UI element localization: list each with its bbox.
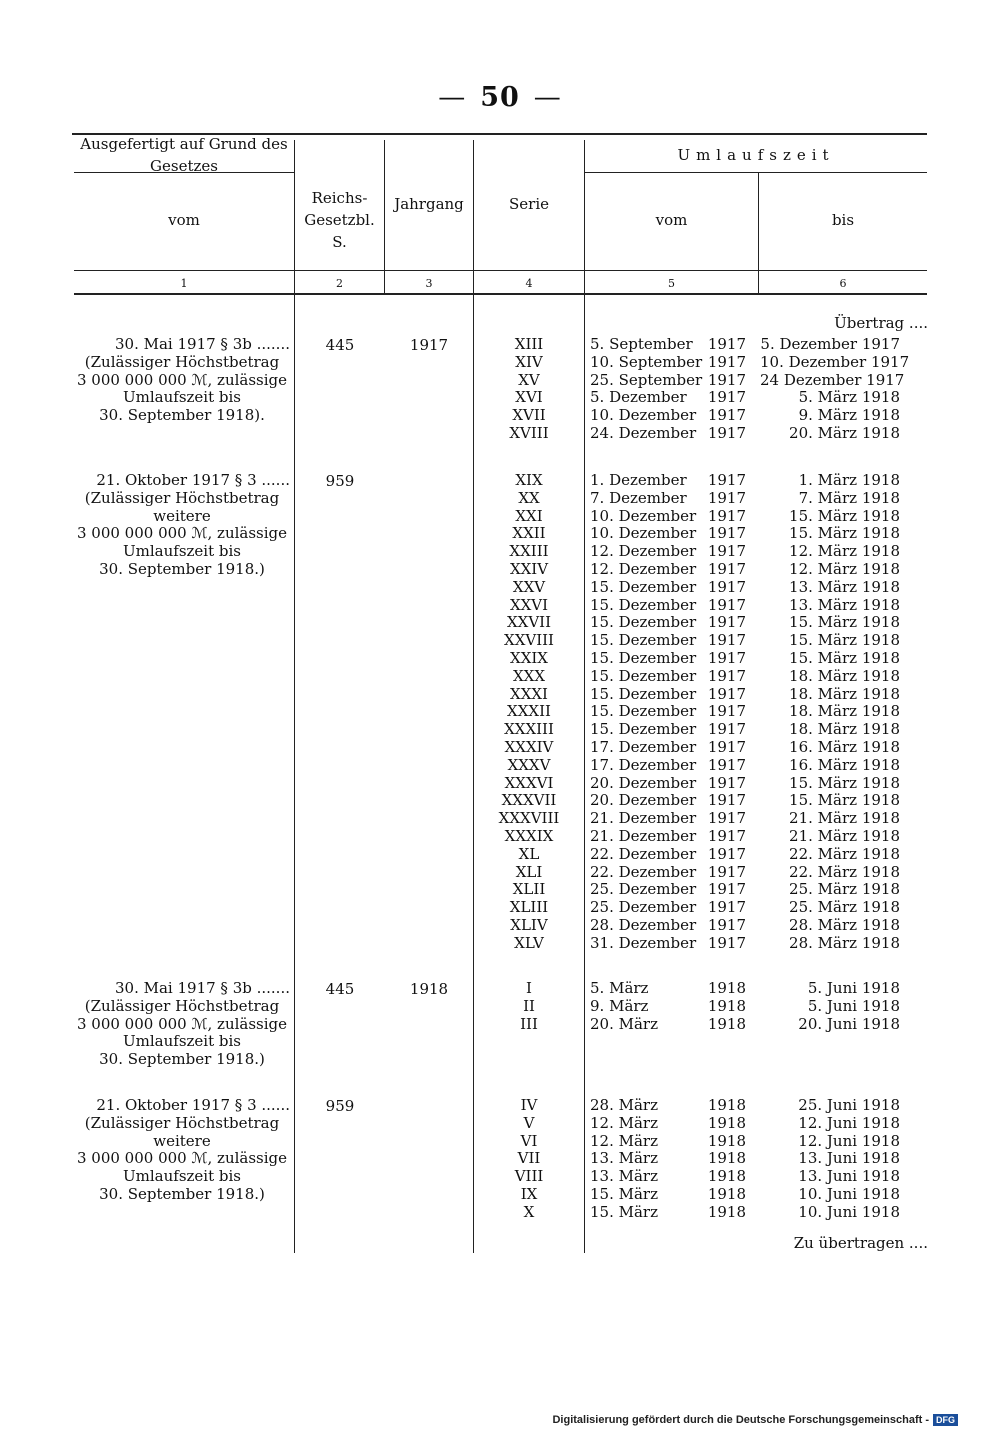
serie-cell: XXII <box>512 524 546 543</box>
umlauf-bis-cell: 5. Juni 1918 <box>807 996 900 1015</box>
umlauf-bis-cell: 5. Dezember 1917 <box>760 335 900 353</box>
umlauf-vom-cell <box>590 425 746 443</box>
law-reference-line: 3 000 000 000 ℳ, zulässige <box>76 524 288 543</box>
umlauf-vom-date: 28. März <box>590 1096 658 1114</box>
serie-column <box>474 336 584 443</box>
serie-cell: IX <box>520 1184 538 1203</box>
umlauf-bis-cell: 13. Juni 1918 <box>798 1167 900 1186</box>
serie-cell: XIII <box>514 335 544 353</box>
dfg-logo: DFG <box>933 1414 958 1426</box>
umlauf-vom-cell <box>590 686 746 704</box>
serie-cell: XXXVI <box>504 773 554 792</box>
umlauf-vom-date: 5. Dezember <box>590 388 687 407</box>
serie-cell: VIII <box>514 1167 544 1186</box>
header-umlauf-bis <box>759 172 927 270</box>
umlauf-bis-cell: 18. März 1918 <box>789 702 900 721</box>
umlauf-vom-date: 10. Dezember <box>590 524 697 543</box>
umlauf-vom-cell <box>590 792 746 810</box>
umlauf-bis-cell: 7. März 1918 <box>798 488 900 507</box>
law-reference-line: 30. September 1918.) <box>99 1050 265 1069</box>
serie-cell: XX <box>518 488 540 507</box>
umlauf-vom-date: 22. Dezember <box>590 862 697 881</box>
umlauf-vom-date: 7. Dezember <box>590 488 687 507</box>
col-number-6: 6 <box>839 277 847 290</box>
umlauf-vom-cell <box>590 1097 746 1115</box>
umlauf-vom-date: 22. Dezember <box>590 844 697 863</box>
umlauf-bis-cell: 13. März 1918 <box>789 577 900 596</box>
serie-cell: XLV <box>514 933 544 952</box>
header-serie <box>474 140 584 270</box>
umlauf-bis-cell: 24 Dezember 1917 <box>760 370 905 389</box>
umlauf-vom-date: 21. Dezember <box>590 826 697 845</box>
umlauf-vom-year: 1917 <box>707 406 746 425</box>
umlauf-bis-cell: 25. Juni 1918 <box>798 1096 900 1114</box>
umlauf-bis-cell: 21. März 1918 <box>789 826 900 845</box>
serie-cell: XXX <box>512 666 546 685</box>
umlauf-vom-year: 1918 <box>707 1096 746 1114</box>
umlauf-vom-cell <box>590 336 746 354</box>
umlauf-bis-cell: 25. März 1918 <box>789 898 900 917</box>
serie-cell: XLII <box>512 880 546 899</box>
umlauf-vom-cell <box>590 1204 746 1222</box>
umlauf-vom-cell <box>590 775 746 793</box>
serie-cell: XXXIII <box>504 720 554 739</box>
header-vom <box>74 172 294 270</box>
jahrgang-value: 1917 <box>409 336 449 354</box>
umlauf-vom-cell <box>590 372 746 390</box>
umlauf-bis-cell: 28. März 1918 <box>789 915 900 934</box>
umlauf-bis-cell: 13. Juni 1918 <box>798 1149 900 1168</box>
umlauf-vom-year: 1917 <box>707 488 746 507</box>
header-jahrgang-label: Jahrgang <box>394 195 464 214</box>
umlauf-vom-date: 15. März <box>590 1202 658 1221</box>
umlauf-vom-cell <box>590 846 746 864</box>
serie-cell: XXV <box>512 577 546 596</box>
umlauf-vom-year: 1917 <box>707 791 746 810</box>
umlauf-vom-cell <box>590 828 746 846</box>
hline-numbers-top <box>74 270 927 271</box>
serie-cell: XXXI <box>510 684 548 703</box>
footer-text: Digitalisierung gefördert durch die Deutsche Forschungsgemeinschaft - <box>552 1414 929 1426</box>
serie-cell: XXI <box>515 506 543 525</box>
serie-cell: XXXVII <box>501 791 557 810</box>
serie-cell: XXIII <box>509 542 549 561</box>
law-reference-line: 3 000 000 000 ℳ, zulässige <box>76 1149 288 1168</box>
umlauf-vom-cell <box>590 650 746 668</box>
header-rgbl-label: Reichs- Gesetzbl. S. <box>304 189 375 251</box>
umlauf-bis-cell: 15. März 1918 <box>789 613 900 632</box>
serie-cell: II <box>523 996 535 1015</box>
serie-cell: IV <box>520 1096 538 1114</box>
header-jahrgang <box>385 140 473 270</box>
umlauf-vom-date: 13. März <box>590 1167 658 1186</box>
umlauf-vom-year: 1918 <box>707 1131 746 1150</box>
umlauf-vom-cell <box>590 579 746 597</box>
header-group-right <box>585 140 927 172</box>
umlauf-vom-cell <box>590 980 746 998</box>
umlauf-vom-cell <box>590 389 746 407</box>
serie-cell: XVII <box>512 406 546 425</box>
umlauf-vom-cell <box>590 739 746 757</box>
umlauf-bis-cell: 18. März 1918 <box>789 666 900 685</box>
zu-uebertragen-label: Zu übertragen .... <box>793 1234 928 1252</box>
umlauf-bis-cell: 21. März 1918 <box>789 809 900 828</box>
page-number: — 50 — <box>438 82 562 113</box>
umlauf-bis-cell: 22. März 1918 <box>789 862 900 881</box>
umlauf-vom-year: 1917 <box>707 737 746 756</box>
law-reference-line: 30. September 1918.) <box>99 559 265 578</box>
rgbl-page: 445 <box>325 980 355 998</box>
header-vom-label: vom <box>168 211 200 230</box>
umlauf-vom-year: 1917 <box>707 648 746 667</box>
umlauf-bis-cell: 20. Juni 1918 <box>798 1014 900 1033</box>
umlauf-vom-date: 12. Dezember <box>590 542 697 561</box>
page-number-value: 50 <box>480 82 520 113</box>
umlauf-bis-cell: 16. März 1918 <box>789 755 900 774</box>
law-reference <box>74 1097 290 1204</box>
serie-cell: XXXVIII <box>498 809 560 828</box>
umlauf-vom-cell <box>590 917 746 935</box>
umlauf-vom-cell <box>590 1186 746 1204</box>
umlauf-bis-cell: 15. März 1918 <box>789 524 900 543</box>
umlauf-bis-cell: 22. März 1918 <box>789 844 900 863</box>
umlauf-vom-year: 1918 <box>707 979 746 997</box>
umlauf-bis-cell: 16. März 1918 <box>789 737 900 756</box>
umlauf-vom-date: 20. Dezember <box>590 791 697 810</box>
umlauf-vom-cell <box>590 1168 746 1186</box>
umlauf-bis-cell: 12. Juni 1918 <box>798 1113 900 1132</box>
serie-cell: XVIII <box>509 423 549 442</box>
law-reference-date: 30. Mai 1917 § 3b ....... <box>115 979 290 997</box>
umlauf-vom-year: 1917 <box>707 559 746 578</box>
umlauf-vom-date: 25. September <box>590 370 703 389</box>
umlauf-vom-year: 1918 <box>707 996 746 1015</box>
umlauf-vom-year: 1917 <box>707 423 746 442</box>
umlauf-vom-date: 10. September <box>590 352 703 371</box>
umlauf-bis-cell: 13. März 1918 <box>789 595 900 614</box>
umlauf-bis-column <box>760 335 910 443</box>
serie-cell: XXIV <box>509 559 549 578</box>
umlauf-vom-year: 1917 <box>707 702 746 721</box>
umlauf-vom-date: 15. Dezember <box>590 684 697 703</box>
umlauf-vom-date: 21. Dezember <box>590 809 697 828</box>
law-reference <box>74 336 290 425</box>
umlauf-vom-year: 1918 <box>707 1113 746 1132</box>
umlauf-vom-year: 1917 <box>707 506 746 525</box>
umlauf-bis-column <box>760 472 900 953</box>
umlauf-vom-cell <box>590 508 746 526</box>
rgbl-page: 445 <box>325 336 355 354</box>
umlauf-vom-year: 1917 <box>707 335 746 353</box>
serie-cell: XIX <box>515 471 543 489</box>
umlauf-vom-column <box>590 472 746 953</box>
umlauf-vom-year: 1918 <box>707 1184 746 1203</box>
umlauf-bis-cell: 5. März 1918 <box>798 388 900 407</box>
serie-cell: XXXV <box>507 755 551 774</box>
umlauf-vom-column <box>590 336 746 443</box>
umlauf-bis-cell: 18. März 1918 <box>789 684 900 703</box>
header-group-right-label: Umlaufszeit <box>677 146 835 165</box>
serie-cell: XXIX <box>510 648 548 667</box>
header-umlauf-vom-label: vom <box>655 211 688 230</box>
umlauf-vom-year: 1917 <box>707 352 746 371</box>
umlauf-vom-date: 17. Dezember <box>590 737 697 756</box>
law-reference-line: Umlaufszeit bis <box>123 388 241 407</box>
serie-cell: X <box>523 1202 535 1221</box>
umlauf-vom-year: 1917 <box>707 370 746 389</box>
header-umlauf-bis-label: bis <box>831 211 855 230</box>
umlauf-bis-column <box>760 1097 900 1222</box>
umlauf-vom-cell <box>590 490 746 508</box>
serie-cell: XLI <box>515 862 543 881</box>
vline-col2 <box>294 140 295 1253</box>
header-umlauf-vom <box>585 172 758 270</box>
umlauf-bis-cell: 12. März 1918 <box>789 542 900 561</box>
header-rgbl <box>295 172 384 270</box>
law-reference-line: (Zulässiger Höchstbetrag weitere <box>84 488 280 525</box>
serie-cell: XLIV <box>510 915 548 934</box>
law-reference-line: Umlaufszeit bis <box>123 1167 241 1186</box>
law-reference-date: 21. Oktober 1917 § 3 ...... <box>96 1096 290 1114</box>
umlauf-vom-year: 1917 <box>707 542 746 561</box>
umlauf-bis-cell: 15. März 1918 <box>789 648 900 667</box>
header-group-left <box>74 135 294 175</box>
law-reference-line: 3 000 000 000 ℳ, zulässige <box>76 370 288 389</box>
serie-cell: III <box>520 1014 538 1033</box>
umlauf-vom-year: 1917 <box>707 755 746 774</box>
footer <box>552 1414 958 1426</box>
serie-cell: XXXIX <box>504 826 554 845</box>
umlauf-bis-cell: 10. Juni 1918 <box>798 1184 900 1203</box>
umlauf-vom-cell <box>590 407 746 425</box>
umlauf-vom-year: 1918 <box>707 1167 746 1186</box>
umlauf-vom-date: 5. März <box>590 979 649 997</box>
law-reference-date: 21. Oktober 1917 § 3 ...... <box>96 471 290 489</box>
umlauf-vom-column <box>590 980 746 1033</box>
umlauf-vom-cell <box>590 864 746 882</box>
umlauf-vom-cell <box>590 899 746 917</box>
umlauf-bis-cell: 10. Juni 1918 <box>798 1202 900 1221</box>
umlauf-bis-cell: 12. März 1918 <box>789 559 900 578</box>
law-reference-line: (Zulässiger Höchstbetrag <box>84 996 280 1015</box>
header-serie-label: Serie <box>509 195 549 214</box>
umlauf-vom-year: 1917 <box>707 666 746 685</box>
law-reference-line: 30. September 1918). <box>99 406 265 425</box>
umlauf-vom-column <box>590 1097 746 1222</box>
umlauf-vom-date: 12. Dezember <box>590 559 697 578</box>
umlauf-bis-cell: 18. März 1918 <box>789 720 900 739</box>
umlauf-bis-cell: 1. März 1918 <box>798 471 900 489</box>
serie-column <box>474 1097 584 1222</box>
umlauf-vom-year: 1917 <box>707 577 746 596</box>
umlauf-bis-cell: 28. März 1918 <box>789 933 900 952</box>
umlauf-vom-date: 12. März <box>590 1113 658 1132</box>
serie-cell: VII <box>517 1149 541 1168</box>
umlauf-bis-cell: 15. März 1918 <box>789 631 900 650</box>
serie-cell: I <box>526 979 532 997</box>
law-reference-line: (Zulässiger Höchstbetrag <box>84 352 280 371</box>
serie-column <box>474 472 584 953</box>
law-reference-line: 30. September 1918.) <box>99 1184 265 1203</box>
umlauf-bis-cell: 15. März 1918 <box>789 791 900 810</box>
rgbl-page: 959 <box>325 472 355 490</box>
col-number-1: 1 <box>180 277 188 290</box>
umlauf-vom-cell <box>590 810 746 828</box>
umlauf-vom-year: 1917 <box>707 773 746 792</box>
rgbl-page: 959 <box>325 1097 355 1115</box>
umlauf-vom-year: 1917 <box>707 524 746 543</box>
umlauf-vom-cell <box>590 561 746 579</box>
umlauf-vom-year: 1917 <box>707 862 746 881</box>
umlauf-vom-cell <box>590 881 746 899</box>
serie-cell: XL <box>518 844 540 863</box>
umlauf-vom-date: 17. Dezember <box>590 755 697 774</box>
law-reference-line: Umlaufszeit bis <box>123 1032 241 1051</box>
umlauf-vom-date: 15. Dezember <box>590 720 697 739</box>
jahrgang-value: 1918 <box>409 980 449 998</box>
col-number-5: 5 <box>668 277 675 290</box>
umlauf-vom-year: 1917 <box>707 388 746 407</box>
serie-cell: XLIII <box>509 898 549 917</box>
umlauf-vom-date: 20. März <box>590 1014 658 1033</box>
umlauf-vom-cell <box>590 1016 746 1034</box>
hline-numbers-bottom <box>74 293 927 295</box>
umlauf-vom-date: 25. Dezember <box>590 898 697 917</box>
umlauf-vom-year: 1918 <box>707 1149 746 1168</box>
serie-cell: XV <box>518 370 540 389</box>
umlauf-vom-date: 13. März <box>590 1149 658 1168</box>
umlauf-vom-year: 1918 <box>707 1202 746 1221</box>
umlauf-bis-cell: 20. März 1918 <box>789 423 900 442</box>
umlauf-vom-cell <box>590 703 746 721</box>
umlauf-bis-cell: 9. März 1918 <box>798 406 900 425</box>
header-group-left-label: Ausgefertigt auf Grund des Gesetzes <box>80 135 288 175</box>
umlauf-vom-year: 1917 <box>707 684 746 703</box>
umlauf-vom-date: 15. Dezember <box>590 702 697 721</box>
serie-cell: VI <box>520 1131 538 1150</box>
serie-cell: XXVIII <box>504 631 554 650</box>
umlauf-vom-date: 1. Dezember <box>590 471 687 489</box>
serie-cell: XXXII <box>507 702 551 721</box>
serie-cell: XVI <box>515 388 543 407</box>
umlauf-vom-cell <box>590 472 746 490</box>
umlauf-vom-cell <box>590 632 746 650</box>
serie-cell: XXXIV <box>504 737 554 756</box>
umlauf-vom-year: 1918 <box>707 1014 746 1033</box>
umlauf-vom-date: 15. Dezember <box>590 613 697 632</box>
umlauf-vom-cell <box>590 1133 746 1151</box>
law-reference <box>74 980 290 1069</box>
umlauf-vom-year: 1917 <box>707 631 746 650</box>
umlauf-vom-cell <box>590 757 746 775</box>
umlauf-bis-cell: 25. März 1918 <box>789 880 900 899</box>
umlauf-vom-date: 20. Dezember <box>590 773 697 792</box>
umlauf-vom-year: 1917 <box>707 933 746 952</box>
umlauf-vom-date: 15. März <box>590 1184 658 1203</box>
law-reference-line: (Zulässiger Höchstbetrag weitere <box>84 1113 280 1150</box>
umlauf-vom-year: 1917 <box>707 915 746 934</box>
umlauf-bis-cell: 10. Dezember 1917 <box>760 352 910 371</box>
umlauf-vom-cell <box>590 1115 746 1133</box>
umlauf-vom-date: 10. Dezember <box>590 406 697 425</box>
umlauf-vom-year: 1917 <box>707 809 746 828</box>
serie-cell: XXVII <box>506 613 552 632</box>
col-number-4: 4 <box>525 277 533 290</box>
col-number-2: 2 <box>336 277 343 290</box>
uebertrag-label: Übertrag .... <box>834 314 928 332</box>
law-reference-line: Umlaufszeit bis <box>123 542 241 561</box>
umlauf-vom-year: 1917 <box>707 471 746 489</box>
umlauf-vom-date: 15. Dezember <box>590 577 697 596</box>
umlauf-vom-date: 12. März <box>590 1131 658 1150</box>
umlauf-vom-cell <box>590 597 746 615</box>
umlauf-vom-year: 1917 <box>707 898 746 917</box>
umlauf-vom-date: 10. Dezember <box>590 506 697 525</box>
umlauf-vom-date: 9. März <box>590 996 649 1015</box>
umlauf-vom-date: 5. September <box>590 335 693 353</box>
umlauf-bis-cell: 12. Juni 1918 <box>798 1131 900 1150</box>
umlauf-vom-cell <box>590 354 746 372</box>
umlauf-vom-date: 28. Dezember <box>590 915 697 934</box>
umlauf-vom-cell <box>590 998 746 1016</box>
umlauf-vom-cell <box>590 1150 746 1168</box>
col-number-3: 3 <box>425 277 433 290</box>
umlauf-vom-year: 1917 <box>707 880 746 899</box>
umlauf-vom-cell <box>590 614 746 632</box>
law-reference-date: 30. Mai 1917 § 3b ....... <box>115 335 290 353</box>
umlauf-vom-year: 1917 <box>707 613 746 632</box>
umlauf-bis-column <box>760 980 900 1033</box>
umlauf-vom-year: 1917 <box>707 826 746 845</box>
umlauf-bis-cell: 5. Juni 1918 <box>807 979 900 997</box>
umlauf-vom-date: 24. Dezember <box>590 423 697 442</box>
serie-cell: V <box>523 1113 535 1132</box>
umlauf-vom-date: 15. Dezember <box>590 648 697 667</box>
umlauf-vom-date: 15. Dezember <box>590 666 697 685</box>
umlauf-vom-date: 25. Dezember <box>590 880 697 899</box>
umlauf-bis-cell: 15. März 1918 <box>789 773 900 792</box>
umlauf-vom-date: 15. Dezember <box>590 631 697 650</box>
umlauf-vom-date: 31. Dezember <box>590 933 697 952</box>
serie-cell: XIV <box>515 352 543 371</box>
umlauf-vom-year: 1917 <box>707 720 746 739</box>
umlauf-vom-date: 15. Dezember <box>590 595 697 614</box>
umlauf-vom-year: 1917 <box>707 595 746 614</box>
umlauf-vom-cell <box>590 525 746 543</box>
serie-column <box>474 980 584 1033</box>
umlauf-vom-year: 1917 <box>707 844 746 863</box>
umlauf-vom-cell <box>590 935 746 953</box>
vline-col5 <box>584 140 585 1253</box>
umlauf-bis-cell: 15. März 1918 <box>789 506 900 525</box>
law-reference <box>74 472 290 579</box>
umlauf-vom-cell <box>590 543 746 561</box>
serie-cell: XXVI <box>509 595 549 614</box>
umlauf-vom-cell <box>590 721 746 739</box>
law-reference-line: 3 000 000 000 ℳ, zulässige <box>76 1014 288 1033</box>
umlauf-vom-cell <box>590 668 746 686</box>
